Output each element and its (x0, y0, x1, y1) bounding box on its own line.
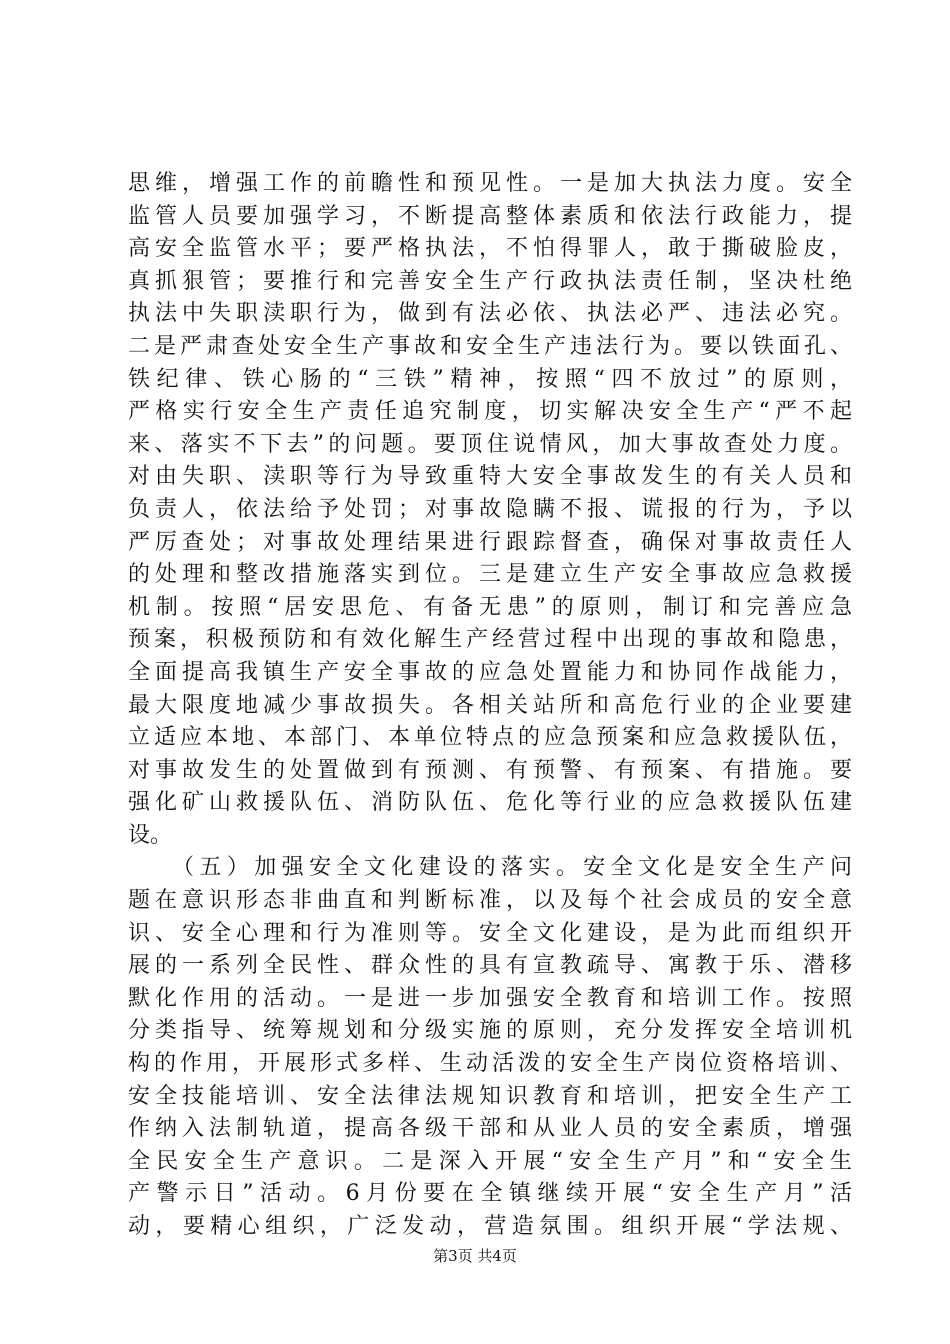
text-line: 默化作用的活动。一是进一步加强安全教育和培训工作。按照 (128, 985, 852, 1011)
text-line: 强化矿山救援队伍、消防队伍、危化等行业的应急救援队伍建 (128, 790, 852, 816)
text-line: 的处理和整改措施落实到位。三是建立生产安全事故应急救援 (128, 562, 852, 588)
text-line: 动，要精心组织，广泛发动，营造氛围。组织开展“学法规、 (128, 1214, 852, 1239)
text-line: 产警示日”活动。6月份要在全镇继续开展“安全生产月”活 (128, 1181, 852, 1207)
text-line: 二是严肃查处安全生产事故和安全生产违法行为。要以铁面孔、 (128, 333, 852, 359)
text-line: 监管人员要加强学习，不断提高整体素质和依法行政能力，提 (128, 203, 852, 229)
text-line: 最大限度地减少事故损失。各相关站所和高危行业的企业要建 (128, 692, 852, 718)
text-line: 立适应本地、本部门、本单位特点的应急预案和应急救援队伍， (128, 725, 852, 751)
text-line: 安全技能培训、安全法律法规知识教育和培训，把安全生产工 (128, 1083, 852, 1109)
text-line: 识、安全心理和行为准则等。安全文化建设，是为此而组织开 (128, 920, 852, 946)
text-line: 真抓狠管；要推行和完善安全生产行政执法责任制，坚决杜绝 (128, 268, 852, 294)
section-heading-line: （五）加强安全文化建设的落实。安全文化是安全生产问 (172, 855, 852, 881)
body-text (128, 168, 852, 1244)
text-line: 题在意识形态非曲直和判断标准，以及每个社会成员的安全意 (128, 888, 852, 914)
text-line: 全民安全生产意识。二是深入开展“安全生产月”和“安全生 (128, 1148, 852, 1174)
text-line: 思维，增强工作的前瞻性和预见性。一是加大执法力度。安全 (128, 171, 852, 196)
text-line: 设。 (128, 822, 173, 848)
text-line: 严厉查处；对事故处理结果进行跟踪督查，确保对事故责任人 (128, 529, 852, 555)
text-line: 严格实行安全生产责任追究制度，切实解决安全生产“严不起 (128, 399, 852, 425)
text-line: 高安全监管水平；要严格执法，不怕得罪人，敢于撕破脸皮， (128, 236, 852, 262)
text-line: 构的作用，开展形式多样、生动活泼的安全生产岗位资格培训、 (128, 1051, 852, 1077)
text-line: 预案，积极预防和有效化解生产经营过程中出现的事故和隐患， (128, 627, 852, 653)
text-line: 机制。按照“居安思危、有备无患”的原则，制订和完善应急 (128, 594, 852, 620)
page-footer: 第3页 共4页 (433, 1247, 517, 1265)
text-line: 对由失职、渎职等行为导致重特大安全事故发生的有关人员和 (128, 464, 852, 490)
text-line: 分类指导、统筹规划和分级实施的原则，充分发挥安全培训机 (128, 1018, 852, 1044)
text-line: 全面提高我镇生产安全事故的应急处置能力和协同作战能力， (128, 659, 852, 685)
text-line: 对事故发生的处置做到有预测、有预警、有预案、有措施。要 (128, 757, 852, 783)
text-line: 负责人，依法给予处罚；对事故隐瞒不报、谎报的行为，予以 (128, 496, 852, 522)
text-line: 铁纪律、铁心肠的“三铁”精神，按照“四不放过”的原则， (128, 366, 852, 392)
text-line: 作纳入法制轨道，提高各级干部和从业人员的安全素质，增强 (128, 1116, 852, 1142)
text-line: 执法中失职渎职行为，做到有法必依、执法必严、违法必究。 (128, 301, 852, 327)
text-line: 展的一系列全民性、群众性的具有宣教疏导、寓教于乐、潜移 (128, 953, 852, 979)
text-line: 来、落实不下去”的问题。要顶住说情风，加大事故查处力度。 (128, 431, 852, 457)
